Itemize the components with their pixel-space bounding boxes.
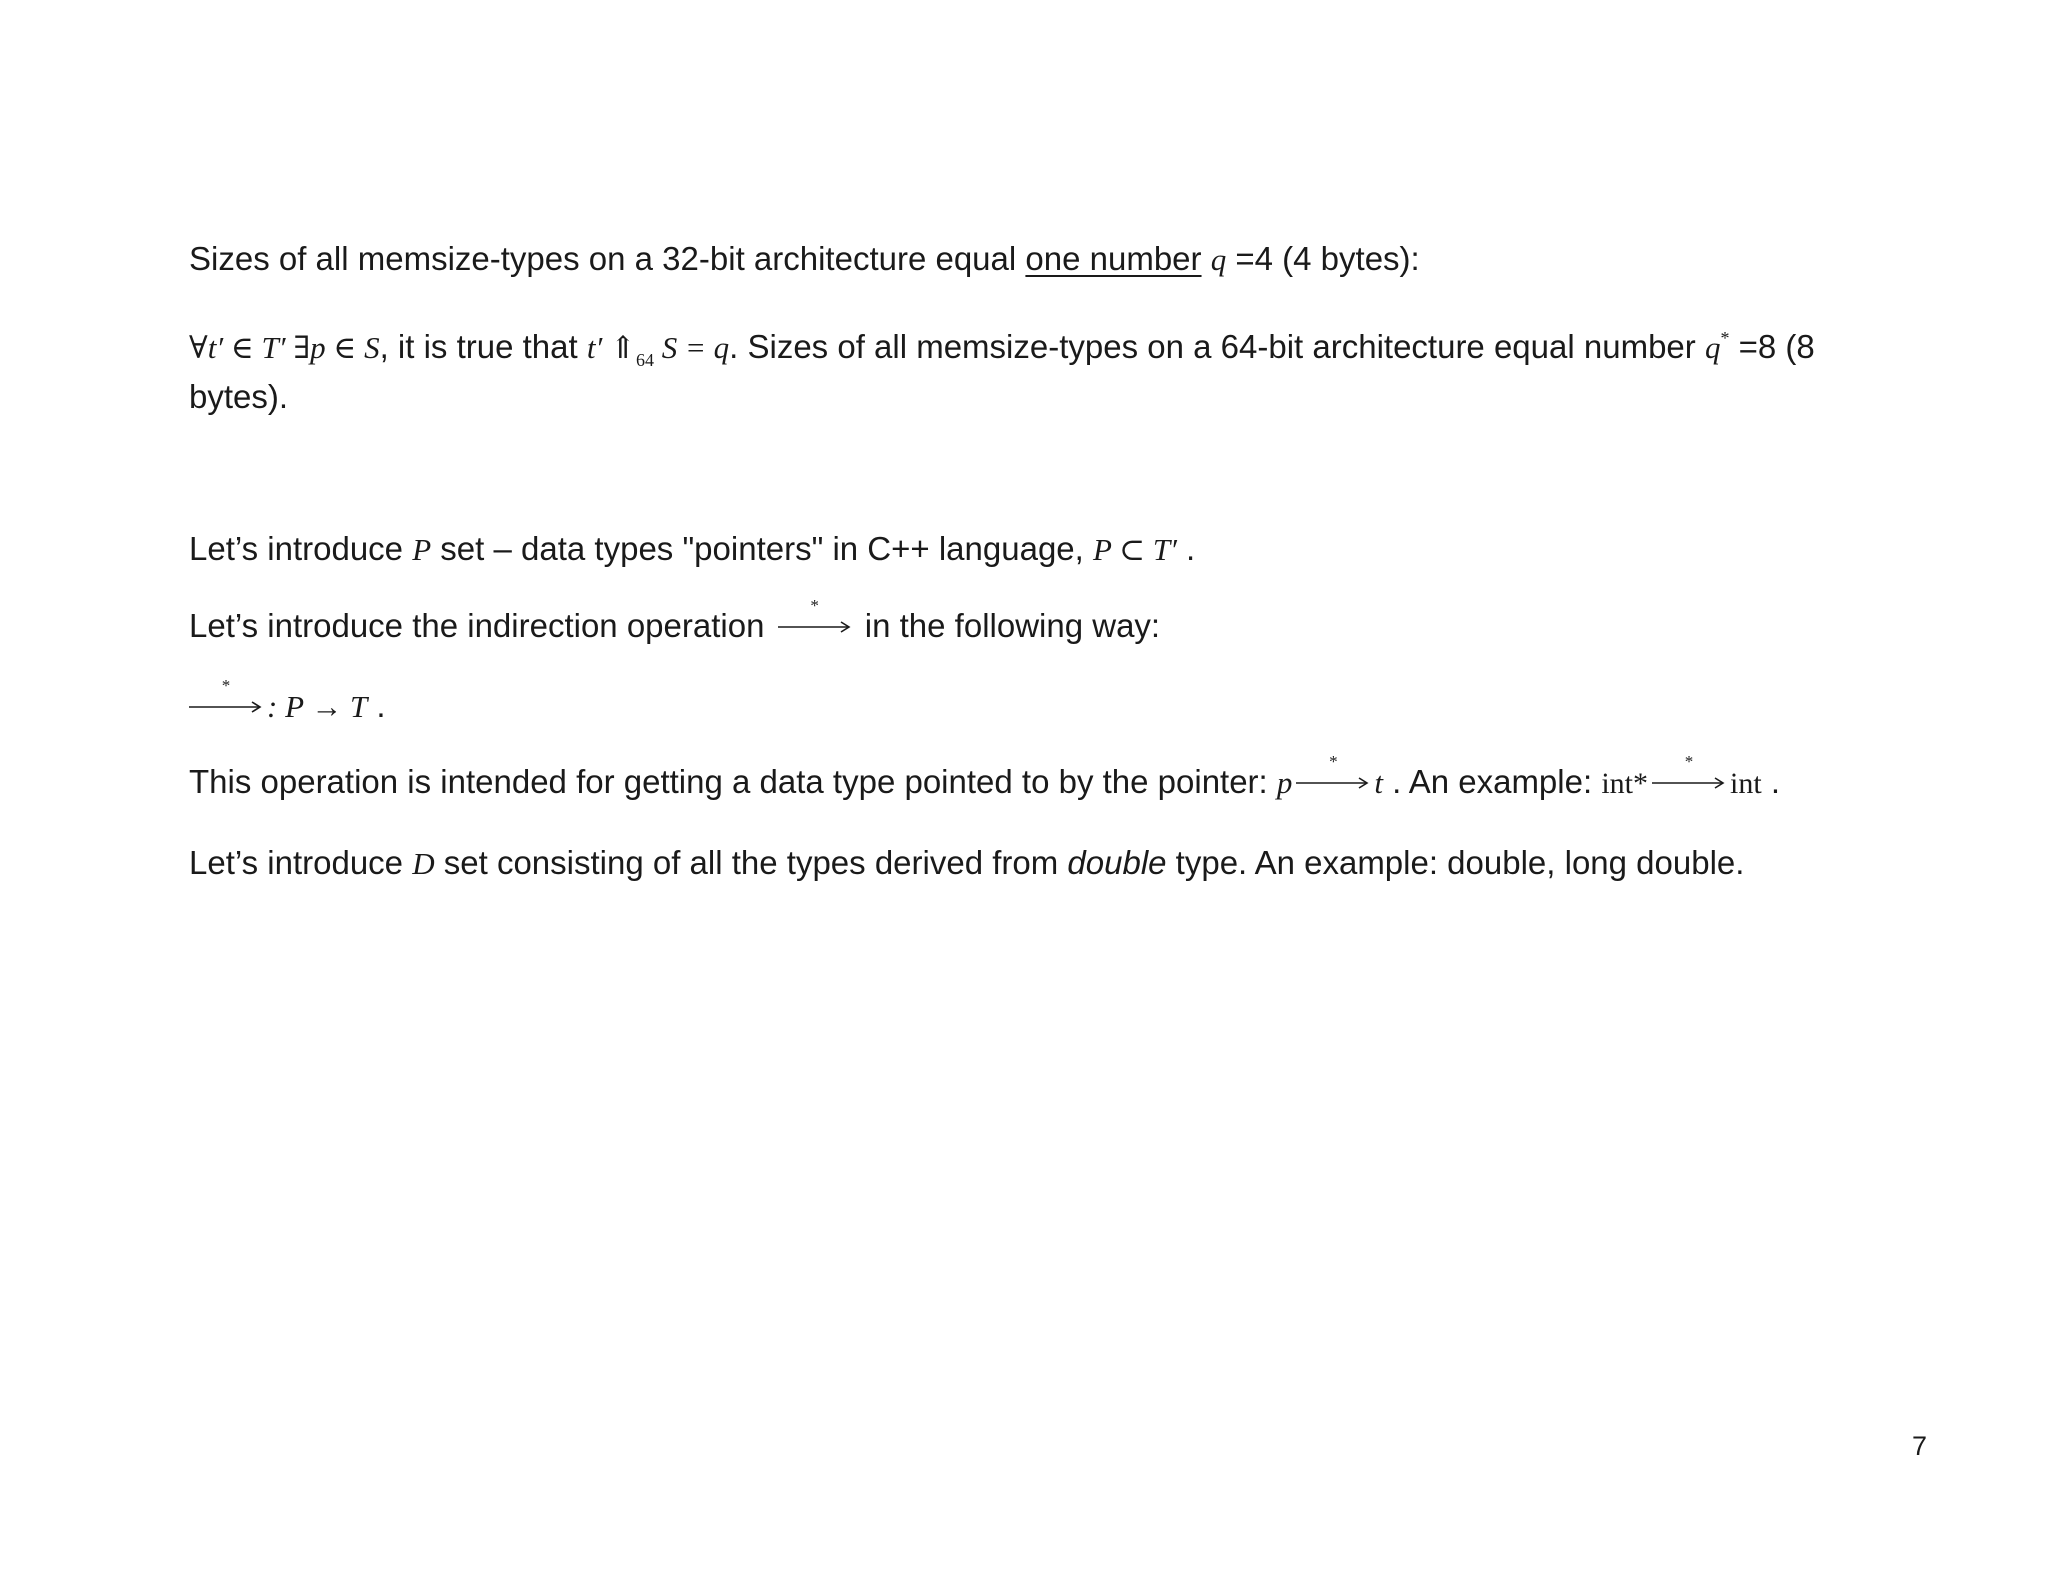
paragraph-indirection <box>189 596 1161 646</box>
math-subset: P ⊂ T′ <box>1093 532 1177 567</box>
math-int-pointer: int* <box>1601 767 1648 800</box>
text: =4 (4 bytes): <box>1226 240 1420 277</box>
math-mapping: : P → T <box>267 689 368 724</box>
math-P: P <box>412 532 432 567</box>
math-subscript: 64 <box>635 350 654 370</box>
indirection-arrow-icon <box>1652 752 1726 795</box>
indirection-arrow-icon <box>1296 752 1370 795</box>
text: Let’s introduce <box>189 844 413 881</box>
text: in the following way: <box>855 607 1161 644</box>
italic-text: double <box>1067 844 1167 881</box>
arrow-star: * <box>1684 752 1694 771</box>
text: . <box>1761 763 1780 800</box>
paragraph-32bit-sizes <box>189 239 1420 280</box>
math-t: t <box>1374 765 1384 800</box>
math-int: int <box>1729 767 1762 800</box>
underlined-text: one number <box>1025 240 1202 277</box>
text: This operation is intended for getting a data type pointed to by the pointer: <box>189 763 1277 800</box>
math-superscript: * <box>1720 328 1730 348</box>
math-q: q <box>1210 242 1227 277</box>
indirection-arrow-icon <box>189 676 263 719</box>
formula-indirection-mapping <box>189 676 386 727</box>
text: set consisting of all the types derived from <box>434 844 1068 881</box>
paragraph-64bit-continuation <box>189 377 288 417</box>
arrow-star: * <box>1329 752 1338 771</box>
text: bytes). <box>189 378 289 415</box>
text: , it is true that <box>379 328 587 365</box>
text: . <box>1176 530 1196 567</box>
text: type. An example: double, long double. <box>1166 844 1745 881</box>
math-p: p <box>1276 765 1293 800</box>
text: . Sizes of all memsize-types on a 64-bit architecture equal number <box>729 328 1705 365</box>
math-part: t′ ⇑ <box>586 330 636 365</box>
math-D: D <box>412 846 435 881</box>
math-forall-exists: ∀t′ ∈ T′ ∃p ∈ S <box>189 330 380 365</box>
paragraph-operation-purpose <box>189 752 1780 804</box>
math-part: q <box>1704 330 1721 365</box>
paragraph-double-set <box>189 843 1744 884</box>
text: . <box>367 687 386 724</box>
page-number: 7 <box>1912 1431 1928 1461</box>
arrow-star: * <box>810 596 819 615</box>
math-size-expression <box>586 330 730 370</box>
text: Let’s introduce <box>189 530 413 567</box>
text: Sizes of all memsize-types on a 32-bit architecture equal <box>189 240 1026 277</box>
text: =8 (8 <box>1729 328 1815 365</box>
text: Let’s introduce the indirection operation <box>189 607 774 644</box>
text: set – data types "pointers" in C++ language, <box>431 530 1093 567</box>
indirection-arrow-icon <box>778 596 852 639</box>
arrow-star: * <box>221 676 231 695</box>
paragraph-64bit-sizes <box>189 318 1815 380</box>
math-q-star <box>1705 330 1730 365</box>
math-part: S = q <box>653 330 730 365</box>
text: . An example: <box>1383 763 1602 800</box>
paragraph-pointer-set <box>189 529 1195 570</box>
